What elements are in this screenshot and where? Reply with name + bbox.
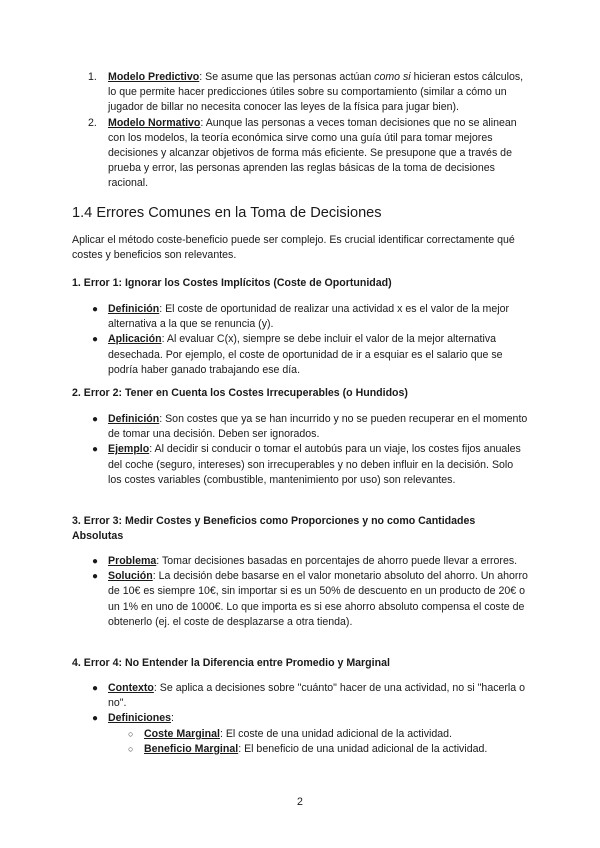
list-text: : Son costes que ya se han incurrido y no se pueden recuperar en el momento de tomar una decisión. Deben ser ignorados.	[108, 413, 528, 441]
bullet-list	[72, 302, 528, 378]
error-heading: 3. Error 3: Medir Costes y Beneficios como Proporciones y no como Cantidades Absolutas	[72, 515, 476, 543]
bullet-icon: ●	[92, 414, 99, 425]
list-number: 2.	[88, 116, 97, 129]
list-item	[72, 70, 532, 116]
error-heading: 2. Error 2: Tener en Cuenta los Costes Irrecuperables (o Hundidos)	[72, 387, 408, 399]
sub-list-item	[72, 742, 528, 757]
circle-bullet-icon: ○	[128, 728, 134, 739]
sub-list-item	[72, 727, 528, 742]
list-text: : Al evaluar C(x), siempre se debe incluir el valor de la mejor alternativa desechada. Por ejemplo, el coste de oportunidad de ir a esquiar es el salario que se podría haber ganado trabajando ese día.	[108, 333, 503, 376]
list-item	[72, 681, 528, 711]
bullet-icon: ●	[92, 713, 99, 725]
list-item	[72, 569, 528, 630]
list-item	[72, 302, 528, 332]
list-text: : Al decidir si conducir o tomar el autobús para un viaje, los costes fijos anuales del coche (seguro, intereses) son irrecuperables y no deben influir en la decisión. Solo los costes variables (combustible, mantenimiento por uso) son relevantes.	[108, 443, 521, 486]
list-text: : Se asume que las personas actúan	[199, 71, 375, 83]
list-text: : Se aplica a decisiones sobre "cuánto" hacer de una actividad, no si "hacerla o no".	[108, 682, 526, 710]
bullet-list	[72, 554, 528, 630]
list-term: Coste Marginal	[144, 727, 220, 740]
bullet-icon: ●	[92, 334, 99, 346]
list-number: 1.	[88, 71, 97, 83]
error-heading: 4. Error 4: No Entender la Diferencia entre Promedio y Marginal	[72, 657, 390, 669]
list-term: Modelo Normativo	[108, 116, 201, 129]
list-item	[72, 412, 528, 442]
list-text: : El beneficio de una unidad adicional de la actividad.	[238, 742, 488, 755]
bullet-list	[72, 412, 528, 488]
list-text: :	[171, 712, 174, 725]
list-item	[72, 554, 528, 569]
bullet-icon: ●	[92, 571, 99, 583]
list-item	[72, 116, 532, 192]
list-item	[72, 332, 528, 378]
bullet-icon: ●	[92, 444, 99, 456]
section-intro: Aplicar el método coste-beneficio puede ser complejo. Es crucial identificar correctamente qué costes y beneficios son relevantes.	[72, 234, 515, 262]
list-term: Problema	[108, 555, 157, 567]
list-emphasis: como si	[374, 71, 411, 83]
list-item	[72, 711, 528, 726]
section-title: 1.4 Errores Comunes en la Toma de Decisiones	[72, 205, 382, 221]
list-term: Definición	[108, 303, 160, 315]
list-item	[72, 442, 528, 488]
list-text: hicieran estos cálculos, lo que permite hacer predicciones útiles sobre su comportamiento (similar a cómo un jugador de billar no necesita conocer las leyes de la física para jugar bien).	[108, 71, 524, 114]
circle-bullet-icon: ○	[128, 743, 134, 754]
bullet-icon: ●	[92, 683, 99, 694]
list-term: Modelo Predictivo	[108, 71, 200, 83]
models-list	[72, 70, 532, 192]
bullet-list	[72, 681, 528, 757]
list-term: Beneficio Marginal	[144, 742, 239, 755]
bullet-icon: ●	[92, 556, 99, 567]
list-term: Definiciones	[108, 712, 171, 725]
bullet-icon: ●	[92, 304, 99, 315]
list-term: Aplicación	[108, 333, 162, 346]
list-text: : El coste de una unidad adicional de la actividad.	[219, 727, 452, 740]
page-number: 2	[297, 796, 303, 808]
list-text: : La decisión debe basarse en el valor monetario absoluto del ahorro. Un ahorro de 10€ es siempre 10€, sin importar si es un 50% de descuento en un producto de 20€ o un 1% en uno de 1000€. Lo que importa es si ese ahorro absoluto compensa el coste de obtenerlo (ej. el coste de desplazarse a otra tienda).	[108, 570, 528, 628]
list-term: Ejemplo	[108, 443, 150, 456]
list-text: : El coste de oportunidad de realizar una actividad x es el valor de la mejor alternativa a la que se renuncia (y).	[108, 303, 510, 331]
list-text: : Tomar decisiones basadas en porcentajes de ahorro puede llevar a errores.	[156, 555, 518, 567]
list-term: Contexto	[108, 682, 154, 694]
list-term: Definición	[108, 413, 160, 425]
error-heading: 1. Error 1: Ignorar los Costes Implícitos (Coste de Oportunidad)	[72, 277, 392, 289]
list-text: : Aunque las personas a veces toman decisiones que no se alinean con los modelos, la teoría económica sirve como una guía útil para tomar mejores decisiones y alcanzar objetivos de forma más eficiente. Se presupone que a través de prueba y error, las personas aprenden las reglas básicas de la toma de decisiones racional.	[108, 116, 517, 190]
list-term: Solución	[108, 570, 153, 583]
